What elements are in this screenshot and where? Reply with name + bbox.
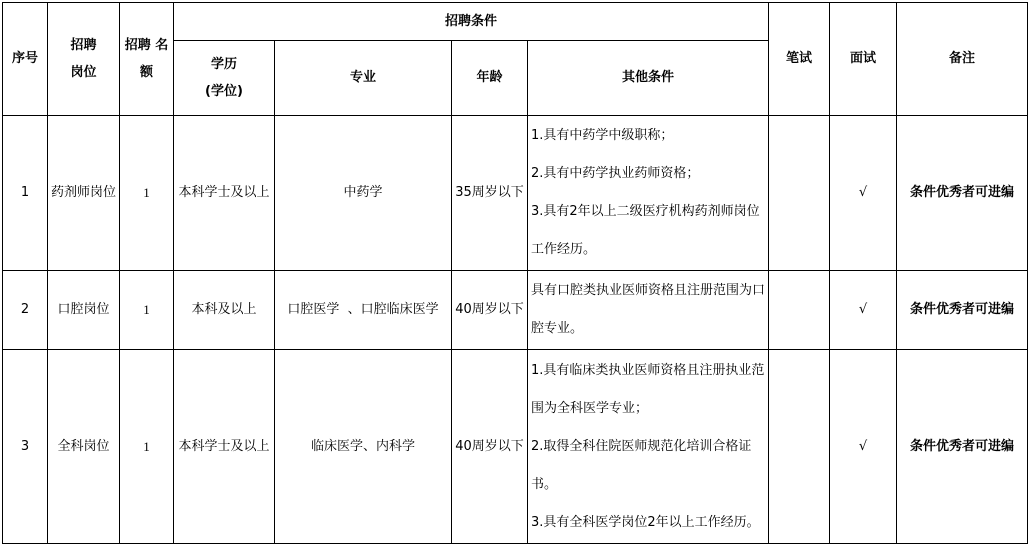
row-quota: 1 [120, 116, 174, 271]
condition-line: 1.具有中药学中级职称； [531, 128, 674, 143]
condition-line: 2.具有中药学执业药师资格； [531, 166, 700, 181]
row-written [769, 116, 830, 271]
recruitment-table [2, 2, 1028, 544]
table-row [3, 271, 1028, 350]
row-education: 本科学士及以上 [174, 116, 275, 271]
row-seq: 1 [3, 116, 48, 271]
row-conditions [528, 350, 769, 544]
row-interview-check: √ [830, 350, 897, 544]
condition-line: 具有口腔类执业医师资格且注册范围为口 [531, 283, 766, 298]
row-conditions [528, 271, 769, 350]
row-age: 40周岁以下 [452, 271, 528, 350]
header-quota-line1: 招聘 名 [124, 37, 169, 53]
row-quota: 1 [120, 271, 174, 350]
row-age: 35周岁以下 [452, 116, 528, 271]
row-seq: 2 [3, 271, 48, 350]
row-position: 全科岗位 [48, 350, 120, 544]
row-conditions [528, 116, 769, 271]
header-education-line1: 学历 [210, 56, 237, 72]
condition-line: 书。 [531, 476, 558, 492]
header-education [174, 41, 275, 116]
row-remark: 条件优秀者可进编 [897, 350, 1028, 544]
header-major: 专业 [275, 41, 452, 116]
row-remark: 条件优秀者可进编 [897, 271, 1028, 350]
row-seq: 3 [3, 350, 48, 544]
header-position-line1: 招聘 [70, 37, 97, 53]
header-seq: 序号 [3, 3, 48, 116]
header-written: 笔试 [769, 3, 830, 116]
table-row [3, 350, 1028, 544]
row-written [769, 271, 830, 350]
row-interview-check: √ [830, 116, 897, 271]
header-age: 年龄 [452, 41, 528, 116]
row-quota: 1 [120, 350, 174, 544]
row-written [769, 350, 830, 544]
condition-line: 3.具有全科医学岗位2年以上工作经历。 [531, 514, 760, 530]
header-position [48, 3, 120, 116]
row-age: 40周岁以下 [452, 350, 528, 544]
row-education: 本科及以上 [174, 271, 275, 350]
condition-line: 1.具有临床类执业医师资格且注册执业范 [531, 362, 765, 378]
row-major: 临床医学、内科学 [275, 350, 452, 544]
row-major: 口腔医学 、口腔临床医学 [275, 271, 452, 350]
condition-line: 围为全科医学专业； [531, 400, 649, 416]
header-education-line2: (学位) [205, 84, 243, 99]
condition-line: 2.取得全科住院医师规范化培训合格证 [531, 438, 752, 454]
header-position-line2: 岗位 [70, 65, 97, 80]
condition-line: 3.具有2年以上二级医疗机构药剂师岗位 [531, 204, 760, 219]
header-other: 其他条件 [528, 41, 769, 116]
row-position: 口腔岗位 [48, 271, 120, 350]
header-interview: 面试 [830, 3, 897, 116]
row-position: 药剂师岗位 [48, 116, 120, 271]
header-conditions: 招聘条件 [174, 3, 769, 41]
header-quota [120, 3, 174, 116]
row-remark: 条件优秀者可进编 [897, 116, 1028, 271]
condition-line: 工作经历。 [531, 242, 597, 257]
row-major: 中药学 [275, 116, 452, 271]
row-interview-check: √ [830, 271, 897, 350]
header-quota-line2: 额 [139, 65, 153, 80]
condition-line: 腔专业。 [531, 321, 584, 336]
table-row [3, 116, 1028, 271]
row-education: 本科学士及以上 [174, 350, 275, 544]
header-remark: 备注 [897, 3, 1028, 116]
